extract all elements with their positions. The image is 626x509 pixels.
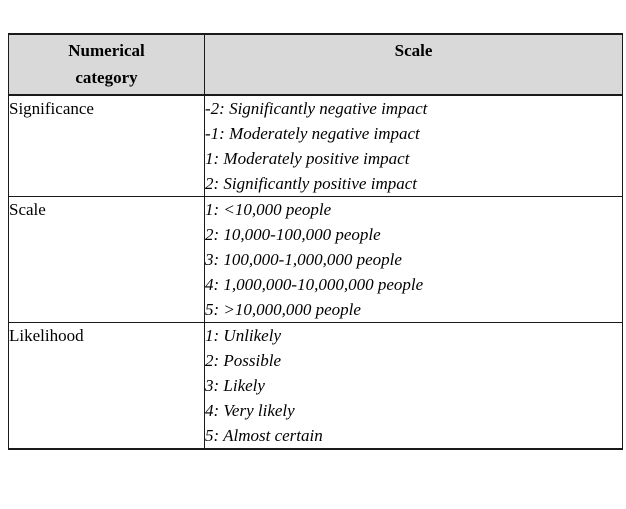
table-row [9, 95, 623, 197]
scale-entry: 2: Significantly positive impact [205, 174, 417, 193]
column-header-numerical-category [9, 34, 205, 95]
scale-entry: 4: Very likely [205, 401, 295, 420]
scale-cell-scale [205, 197, 623, 323]
scale-cell-significance [205, 95, 623, 197]
category-cell-significance: Significance [9, 95, 205, 197]
column-header-scale: Scale [205, 34, 623, 95]
scale-entry: 1: Unlikely [205, 326, 281, 345]
scale-entry: 1: <10,000 people [205, 200, 332, 219]
scale-cell-likelihood [205, 323, 623, 450]
table-row [9, 323, 623, 450]
table-header-row [9, 34, 623, 95]
scale-entry: -1: Moderately negative impact [205, 124, 420, 143]
numerical-category-scale-table [8, 33, 623, 450]
table-header [9, 34, 623, 95]
category-cell-scale: Scale [9, 197, 205, 323]
scale-entry: 1: Moderately positive impact [205, 149, 410, 168]
column-header-numerical-category-line2: category [75, 68, 138, 87]
scale-entry: 5: Almost certain [205, 426, 323, 445]
scale-entry: 3: Likely [205, 376, 265, 395]
scale-entry: -2: Significantly negative impact [205, 99, 428, 118]
scale-entry: 5: >10,000,000 people [205, 300, 361, 319]
scale-entry: 2: Possible [205, 351, 282, 370]
category-cell-likelihood: Likelihood [9, 323, 205, 450]
table-body [9, 95, 623, 449]
scale-entry: 4: 1,000,000-10,000,000 people [205, 275, 424, 294]
column-header-numerical-category-line1: Numerical [68, 41, 145, 60]
table-row [9, 197, 623, 323]
scale-entry: 3: 100,000-1,000,000 people [205, 250, 402, 269]
scale-entry: 2: 10,000-100,000 people [205, 225, 381, 244]
